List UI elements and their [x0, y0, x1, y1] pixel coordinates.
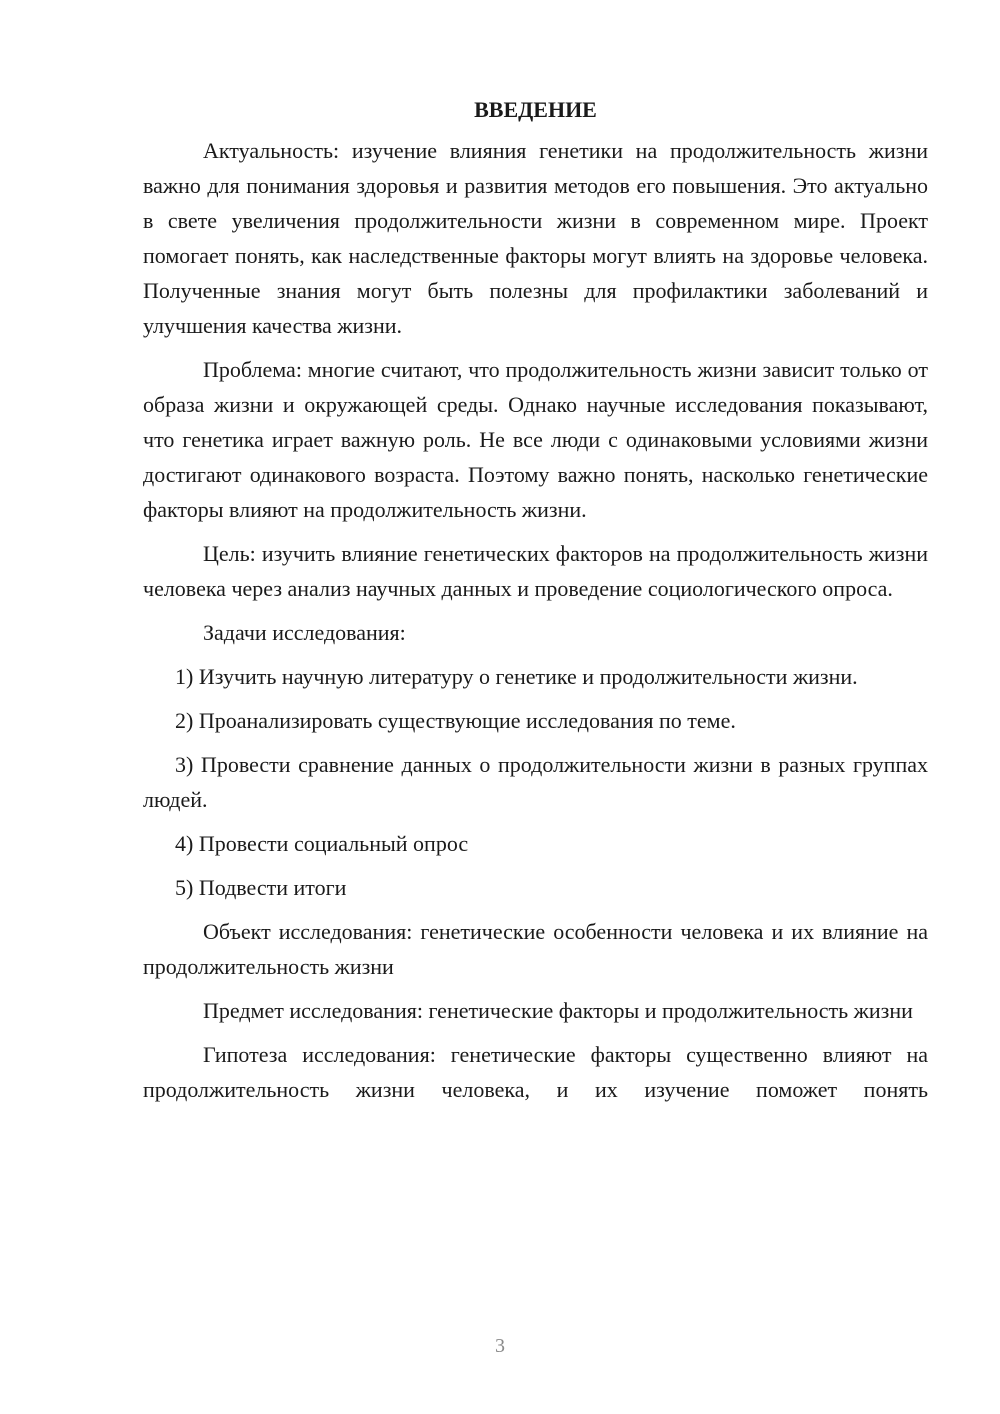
- section-title: ВВЕДЕНИЕ: [474, 97, 597, 122]
- paragraph-relevance: Актуальность: изучение влияния генетики на продолжительность жизни важно для понимания здоровья и развития методов его повышения. Это актуально в свете увеличения продолжительности жизни в современном мире. Проект помогает понять, как наследственные факторы могут влиять на здоровье человека. Полученные знания могут быть полезны для профилактики заболеваний и улучшения качества жизни.: [143, 138, 928, 338]
- paragraph-hypothesis: Гипотеза исследования: генетические факторы существенно влияют на продолжительность жизни человека, и их изучение поможет понять: [143, 1042, 928, 1102]
- page-number: 3: [495, 1335, 505, 1357]
- task-item-2: 2) Проанализировать существующие исследования по теме.: [175, 708, 736, 733]
- tasks-heading: Задачи исследования:: [203, 620, 406, 645]
- paragraph-subject: Предмет исследования: генетические факторы и продолжительность жизни: [203, 998, 913, 1023]
- paragraph-goal: Цель: изучить влияние генетических факторов на продолжительность жизни человека через анализ научных данных и проведение социологического опроса.: [143, 541, 928, 601]
- tasks-list: [143, 659, 928, 905]
- paragraph-problem: Проблема: многие считают, что продолжительность жизни зависит только от образа жизни и окружающей среды. Однако научные исследования показывают, что генетика играет важную роль. Не все люди с одинаковыми условиями жизни достигают одинакового возраста. Поэтому важно понять, насколько генетические факторы влияют на продолжительность жизни.: [143, 357, 928, 522]
- task-item-5: 5) Подвести итоги: [175, 875, 347, 900]
- task-item-1: 1) Изучить научную литературу о генетике и продолжительности жизни.: [175, 664, 858, 689]
- document-page: [143, 92, 928, 1116]
- task-item-3: 3) Провести сравнение данных о продолжительности жизни в разных группах людей.: [143, 752, 928, 812]
- paragraph-object: Объект исследования: генетические особенности человека и их влияние на продолжительность жизни: [143, 919, 928, 979]
- task-item-4: 4) Провести социальный опрос: [175, 831, 469, 856]
